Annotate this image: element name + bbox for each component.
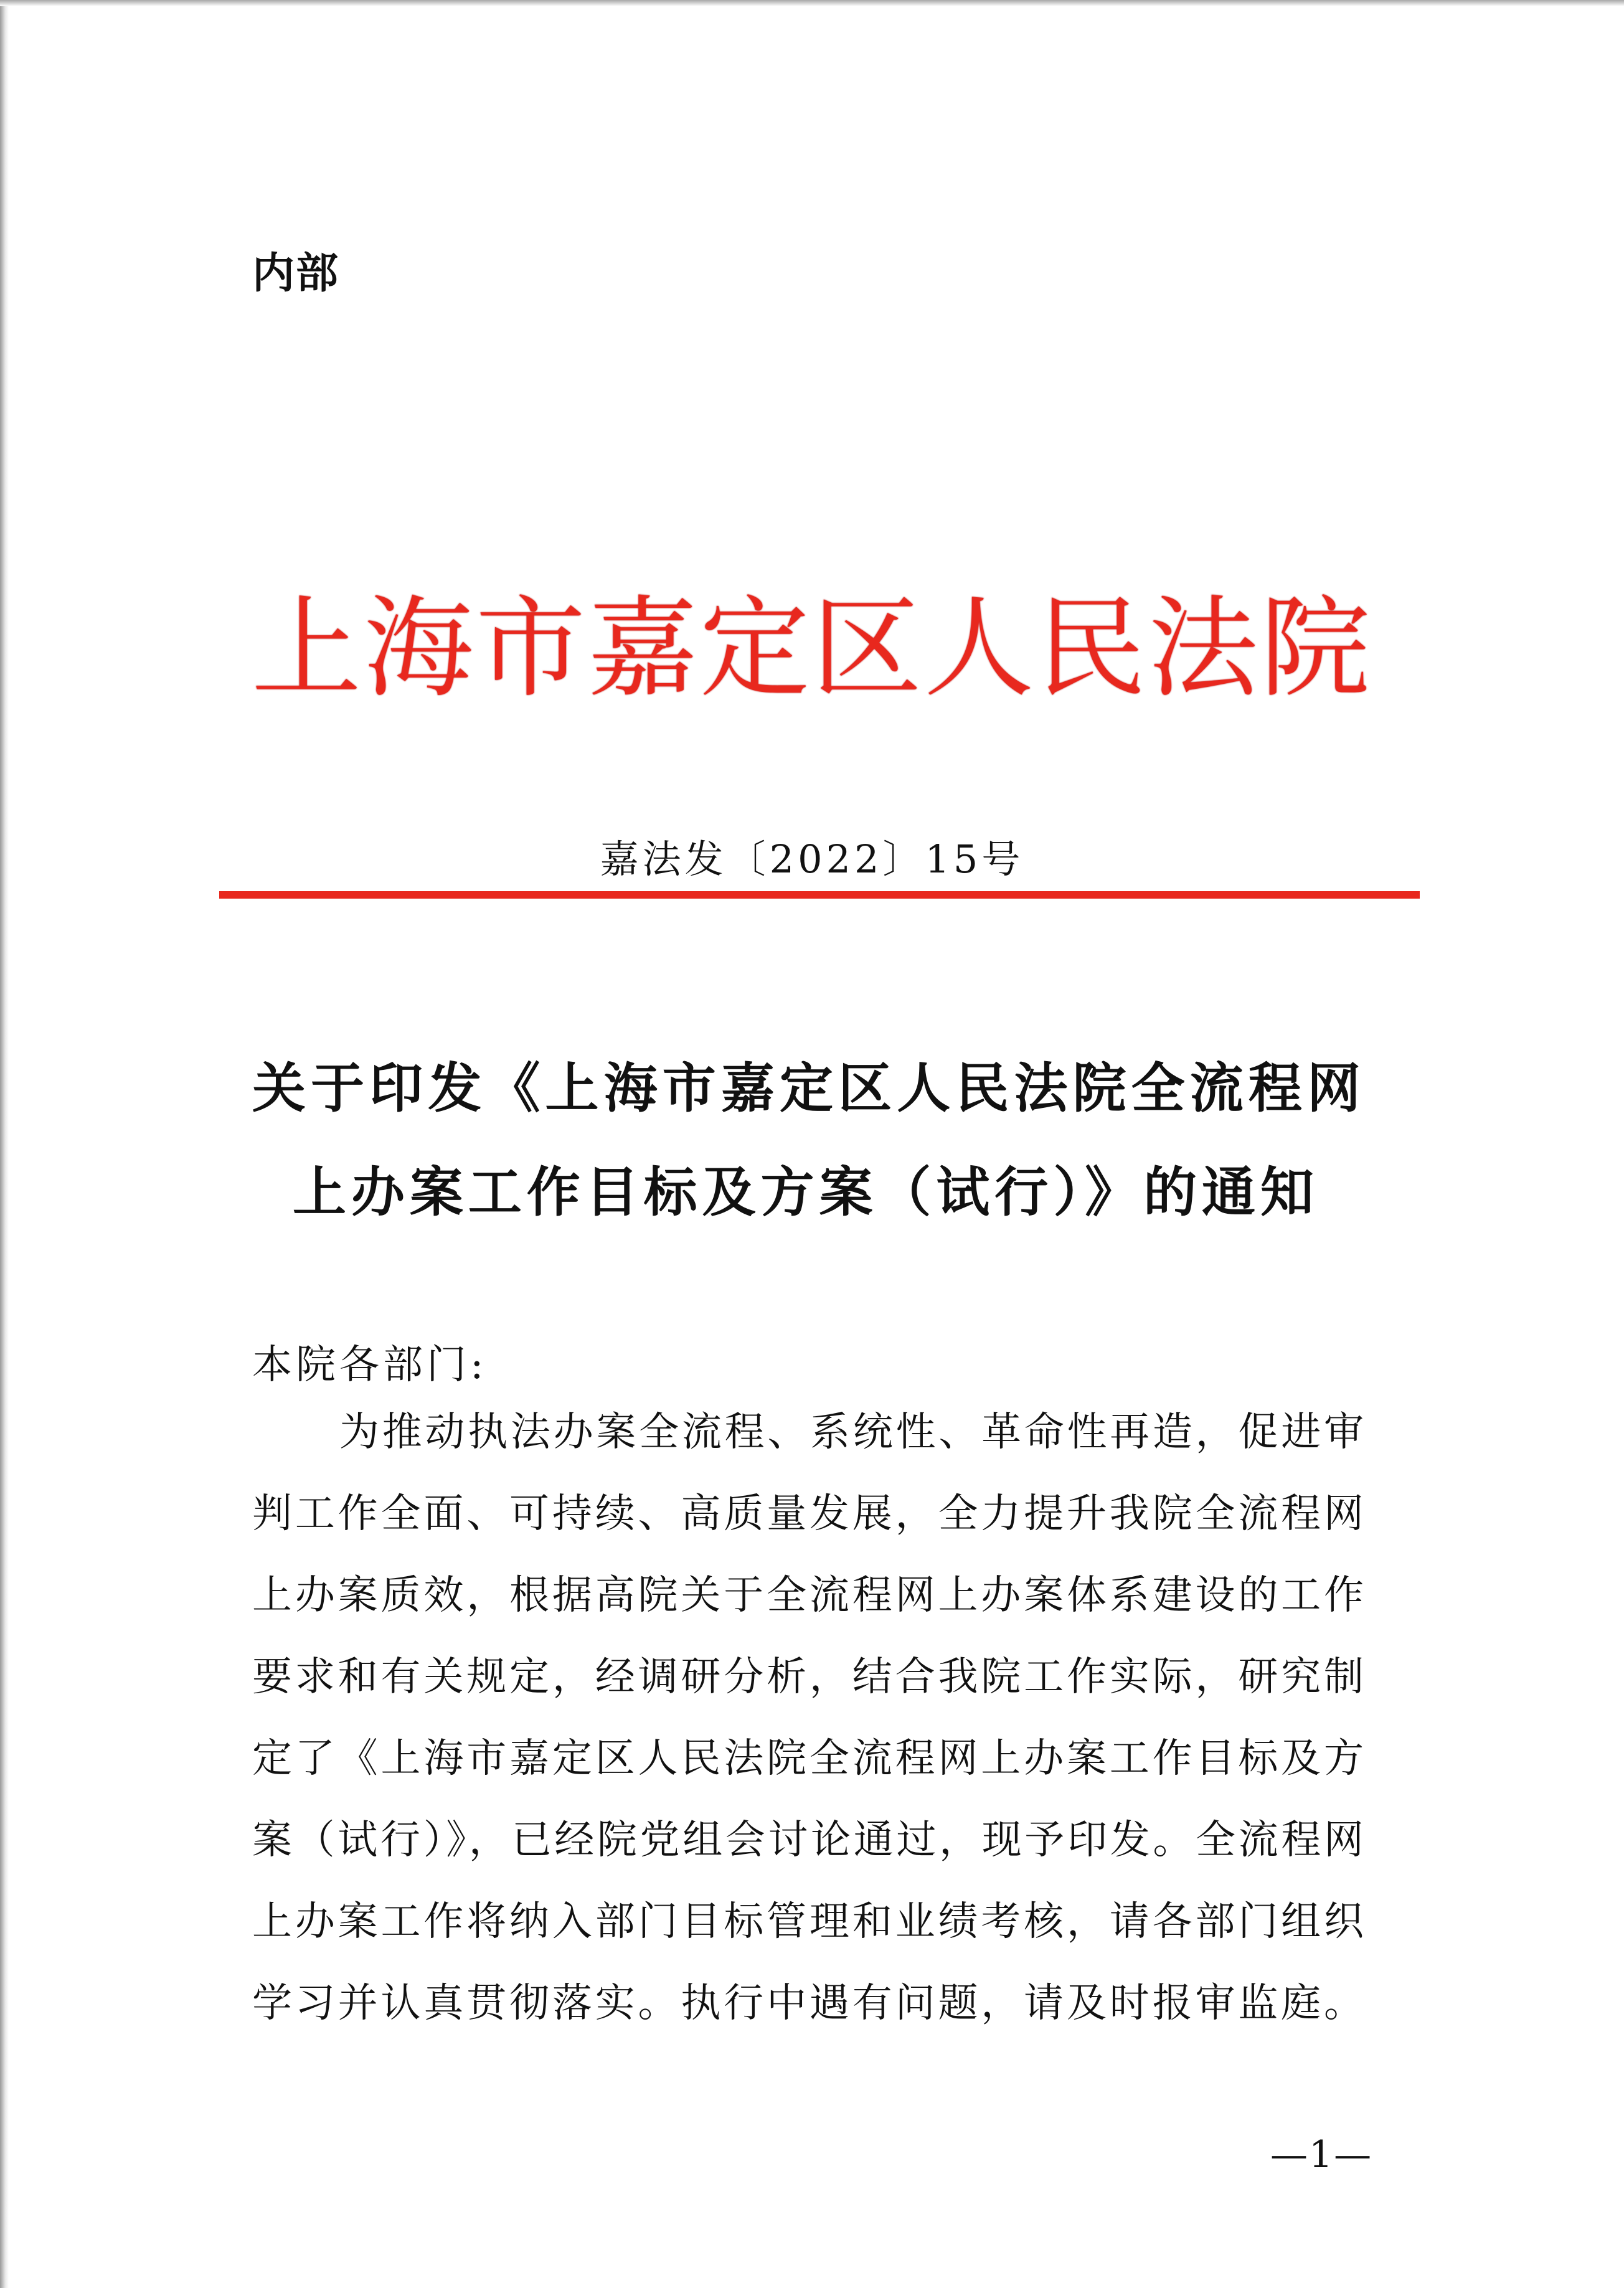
salutation: 本院各部门:: [252, 1342, 488, 1388]
classification-label: 内部: [252, 248, 340, 298]
body-line: 上办案质效，根据高院关于全流程网上办案体系建设的工作: [252, 1572, 1364, 1619]
page-number: —1—: [1270, 2133, 1373, 2177]
red-divider-line: [219, 891, 1420, 899]
scan-edge: [0, 0, 9, 2288]
document-title-line-2: 上办案工作目标及方案（试行）》的通知: [293, 1161, 1314, 1224]
document-number: 嘉法发〔2022〕15号: [600, 836, 1024, 882]
body-line: 上办案工作将纳入部门目标管理和业绩考核，请各部门组织: [252, 1899, 1364, 1945]
issuer-header: 上海市嘉定区人民法院: [251, 585, 1372, 712]
body-line: 要求和有关规定，经调研分析，结合我院工作实际，研究制: [252, 1654, 1364, 1700]
body-line: 学习并认真贯彻落实。执行中遇有问题，请及时报审监庭。: [252, 1980, 1364, 2026]
document-title-line-1: 关于印发《上海市嘉定区人民法院全流程网: [252, 1057, 1361, 1120]
body-text: [252, 1404, 1364, 2057]
body-line: 案（试行）》，已经院党组会讨论通过，现予印发。全流程网: [252, 1817, 1364, 1863]
body-line: 为推动执法办案全流程、系统性、革命性再造，促进审: [339, 1409, 1364, 1455]
scan-edge: [0, 0, 1624, 6]
body-line: 定了《上海市嘉定区人民法院全流程网上办案工作目标及方: [252, 1736, 1364, 1782]
body-line: 判工作全面、可持续、高质量发展，全力提升我院全流程网: [252, 1491, 1364, 1537]
